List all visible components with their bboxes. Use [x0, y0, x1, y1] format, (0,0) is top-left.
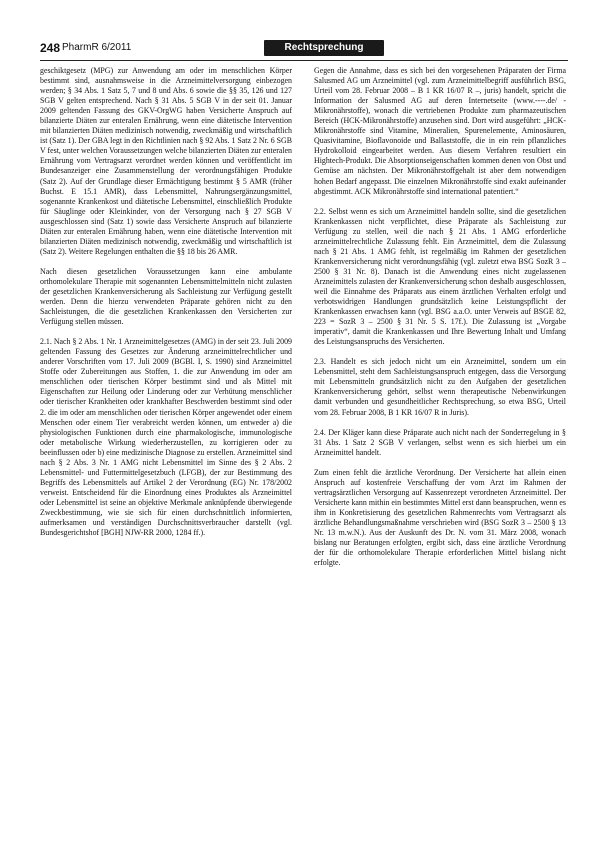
header-rule [40, 60, 568, 61]
page-number: 248 [40, 41, 61, 55]
paragraph: 2.4. Der Kläger kann diese Präparate auch nicht nach der Sonderregelung in § 31 Abs. 1 Satz 2 SGB V verlangen, selbst wenn es sich hierbei um ein Arzneimittel handelt. [314, 427, 566, 457]
left-column [40, 66, 292, 538]
right-column [314, 66, 566, 568]
paragraph: 2.2. Selbst wenn es sich um Arzneimittel handeln sollte, sind die gesetzlichen Krankenkassen nicht verpflichtet, diese Präparate als Sachleistung zur Verfügung zu stellen, weil die nach § 21 Abs. 1 AMG erforderliche arzneimittelrechtliche Zulassung fehlt. Ein Arzneimittel, dem die Zulassung nach § 21 Abs. 1 AMG fehlt, ist regelmäßig im Rahmen der gesetzlichen Krankenversicherung nicht verordnungsfähig (vgl. zuletzt etwa BSG SozR 3 – 2500 § 31 Nr. 8). Danach ist die Anwendung eines nicht zugelassenen Arzneimittels zulasten der Krankenversicherung schon deshalb ausgeschlossen, weil die Einnahme des Präparats aus einem ärztlichen Verhalten erfolgt und verbotswidrigen Handlungen grundsätzlich keine Leistungspflicht der Krankenkassen erwachsen kann (vgl. BSG a.a.O. unter Verweis auf BSGE 82, 223 = SozR 3 – 2500 § 31 Nr. 5 S. 17f.). Die Zulassung ist „Vorgabe imperativ“, damit die Krankenkassen und Ihre Bewertung Inhalt und Umfang des Leistungsanspruchs des Versicherten. [314, 206, 566, 347]
paragraph: Gegen die Annahme, dass es sich bei den vorgesehenen Präparaten der Firma Salusmed AG um Arzneimittel (vgl. zum Arzneimittelbegriff ausführlich BSG, Urteil vom 28. Februar 2008 – B 1 KR 16/07 R –, juris) handelt, spricht die Information der Salusmed AG auf deren Internetseite (www.----.de/ - Mikronährstoffe), wonach die vertriebenen Produkte zum pharmazeutischen Bereich (HCK-Mikronährstoffe) anzusehen sind. Dort wird ausgeführt: „HCK-Mikronährstoffe sind Vitamine, Mineralien, Spurenelemente, Aminosäuren, Quasivitamine, Bioflavonoide und Ballaststoffe, die in ein rein pflanzliches Hydrokolloid eingearbeitet werden. Aus diesem Verfahren resultiert ein Hightech-Produkt. Die Absorptionseigenschaften kommen denen von Obst und Gemüse am nächsten. Der Mikronährstoffgehalt ist aber dem notwendigen hohen Bedarf angepasst. Die einzelnen Mikronährstoffe sind exakt aufeinander abgestimmt. ACK Mikronährstoffe sind international patentiert.“ [314, 66, 566, 196]
section-label: Rechtsprechung [264, 40, 384, 56]
paragraph: geschiktgesetz (MPG) zur Anwendung am oder im menschlichen Körper bestimmt sind, ausnahmsweise in die Arzneimittelversorgung einbezogen werden; § 34 Abs. 1 Satz 5, 7 und 8 und Abs. 6 sowie die §§ 35, 126 und 127 SGB V gelten entsprechend. Nach § 31 Abs. 5 SGB V in der seit 01. Januar 2009 geltenden Fassung des GKV-OrgWG haben Versicherte Anspruch auf bilanzierte Diäten zur enteralen Ernährung, wenn eine diätetische Intervention mit bilanzierten Diäten medizinisch notwendig, zweckmäßig und wirtschaftlich ist (Satz 1). Der GBA legt in den Richtlinien nach § 92 Abs. 1 Satz 2 Nr. 6 SGB V fest, unter welchen Voraussetzungen welche bilanzierten Diäten zur enteralen Ernährung vom Vertragsarzt verordnet werden können und veröffentlicht im Bundesanzeiger eine Zusammenstellung der verordnungsfähigen Produkte (Satz 2). Auf der Grundlage dieser Ermächtigung bestimmt § 5 AMR (früher Buchst. E 15.1 AMR), dass Lebensmittel, Nahrungsergänzungsmittel, sogenannte Krankenkost und diätetische Lebensmittel, einschließlich Produkte für Säuglinge oder Kleinkinder, von der Versorgung nach § 27 SGB V ausgeschlossen sind (Satz 1) sowie dass Versicherte Anspruch auf bilanzierte Diäten zur enteralen Ernährung haben, wenn eine diätetische Intervention mit bilanzierten Diäten medizinisch notwendig, zweckmäßig und wirtschaftlich ist (Satz 2). Weitere Regelungen enthalten die §§ 18 bis 26 AMR. [40, 66, 292, 256]
journal-reference: PharmR 6/2011 [62, 42, 132, 53]
page-header [40, 40, 568, 60]
paragraph: Nach diesen gesetzlichen Voraussetzungen kann eine ambulante orthomolekulare Therapie mit sogenannten Lebensmittelmitteln nicht zulasten der gesetzlichen Krankenversicherung als Sachleistung zur Verfügung gestellt werden. Denn die hierzu verwendeten Präparate gehören nicht zu den Sachleistungen, die die gesetzlichen Krankenkassen den Versicherten zur Verfügung stellen müssen. [40, 266, 292, 327]
paragraph: Zum einen fehlt die ärztliche Verordnung. Der Versicherte hat allein einen Anspruch auf kostenfreie Verschaffung der vom Arzt im Rahmen der vertragsärztlichen Versorgung auf Kassenrezept verordneten Arzneimittel. Der Versicherte kann mithin ein bestimmtes Mittel erst dann beanspruchen, wenn es ihm in Konkretisierung des gesetzlichen Rahmenrechts vom Vertragsarzt als ärztliche Behandlungsmaßnahme verschrieben wird (BSG SozR 3 – 2500 § 13 Nr. 13 m.w.N.). Aus der Auskunft des Dr. N. vom 31. März 2008, wonach bislang nur Beratungen erfolgten, ergibt sich, dass eine ärztliche Verordnung der für die orthomolekulare Therapie erforderlichen Mittel bislang nicht erfolgte. [314, 467, 566, 568]
paragraph: 2.1. Nach § 2 Abs. 1 Nr. 1 Arzneimittelgesetzes (AMG) in der seit 23. Juli 2009 geltenden Fassung des Gesetzes zur Änderung arzneimittelrechtlicher und anderer Vorschriften vom 17. Juli 2009 (BGBl. I, S. 1990) sind Arzneimittel Stoffe oder Zubereitungen aus Stoffen, 1. die zur Anwendung im oder am menschlichen oder tierischen Körper bestimmt sind und als Mittel mit Eigenschaften zur Heilung oder Linderung oder zur Verhütung menschlicher oder tierischer Krankheiten oder krankhafter Beschwerden bestimmt sind oder 2. die im oder am menschlichen oder tierischen Körper angewendet oder einem Menschen oder einem Tier verabreicht werden können, um entweder a) die physiologischen Funktionen durch eine pharmakologische, immunologische oder metabolische Wirkung wiederherzustellen, zu korrigieren oder zu beeinflussen oder b) eine medizinische Diagnose zu erstellen. Arzneimittel sind nach § 2 Abs. 3 Nr. 1 AMG nicht Lebensmittel im Sinne des § 2 Abs. 2 Lebensmittel- und Futtermittelgesetzbuch (LFGB), der zur Bestimmung des Begriffs des Lebensmittels auf Artikel 2 der Verordnung (EG) Nr. 178/2002 verweist. Entscheidend für die Einordnung eines Produktes als Arzneimittel oder Lebensmittel ist seine an objektive Merkmale anknüpfende überwiegende Zweckbestimmung, wie sie sich für einen durchschnittlich informierten, aufmerksamen und verständigen Durchschnittsverbraucher darstellt (vgl. Bundesgerichtshof [BGH] NJW-RR 2000, 1284 ff.). [40, 337, 292, 538]
paragraph: 2.3. Handelt es sich jedoch nicht um ein Arzneimittel, sondern um ein Lebensmittel, steht dem Sachleistungsanspruch entgegen, dass die Versorgung mit Lebensmitteln grundsätzlich nicht zu den Aufgaben der gesetzlichen Krankenversicherung gehört, selbst wenn therapeutische Nebenwirkungen damit verbunden und gesundheitlicher Rechtsprechung, so etwa BSG, Urteil vom 28. Februar 2008, B 1 KR 16/07 R in Juris). [314, 357, 566, 417]
